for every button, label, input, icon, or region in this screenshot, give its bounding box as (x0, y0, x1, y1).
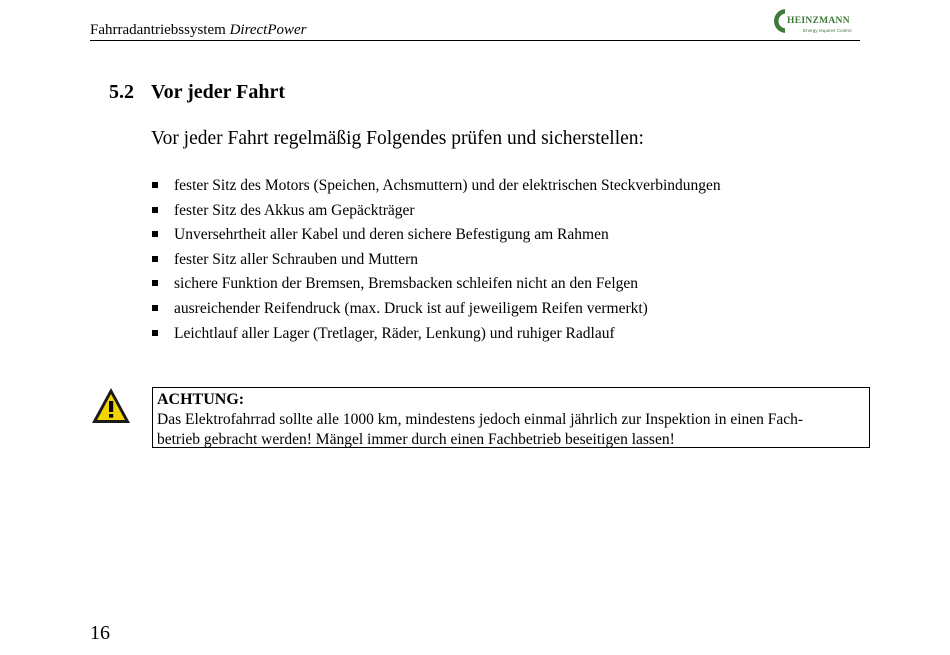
checklist-item-text: Leichtlauf aller Lager (Tretlager, Räder, Lenkung) und ruhiger Radlauf (174, 324, 615, 342)
bullet-icon (152, 207, 158, 213)
notice-line-1: Das Elektrofahrrad sollte alle 1000 km, mindestens jedoch einmal jährlich zur Inspektion in einen Fach- (157, 411, 804, 428)
checklist-item-text: Unversehrtheit aller Kabel und deren sichere Befestigung am Rahmen (174, 226, 609, 244)
checklist-item (151, 201, 721, 226)
section-heading (109, 81, 285, 104)
bullet-icon (152, 330, 158, 336)
section-title: Vor jeder Fahrt (151, 81, 286, 103)
warning-notice-box (152, 387, 870, 448)
bullet-icon (152, 256, 158, 262)
checklist-item (151, 299, 721, 324)
notice-line-2: betrieb gebracht werden! Mängel immer durch einen Fachbetrieb beseitigen lassen! (157, 431, 675, 448)
checklist-item (151, 324, 721, 349)
checklist-item (151, 225, 721, 250)
checklist-item-text: ausreichender Reifendruck (max. Druck ist auf jeweiligem Reifen vermerkt) (174, 299, 648, 317)
header-title-plain: Fahrradantriebssystem (90, 22, 230, 38)
section-number: 5.2 (109, 81, 134, 103)
checklist-item-text: fester Sitz des Akkus am Gepäckträger (174, 201, 415, 219)
logo-name: HEINZMANN (787, 16, 850, 26)
bullet-icon (152, 280, 158, 286)
notice-title: ACHTUNG: (157, 391, 245, 408)
checklist-item-text: sichere Funktion der Bremsen, Bremsbacken schleifen nicht an den Felgen (174, 275, 639, 293)
header-title-italic: DirectPower (229, 22, 307, 38)
checklist-item (151, 250, 721, 275)
checklist-item-text: fester Sitz des Motors (Speichen, Achsmuttern) und der elektrischen Steckverbindungen (174, 177, 721, 194)
checklist-item (151, 176, 721, 201)
header-title (90, 22, 307, 39)
heinzmann-logo (773, 4, 863, 38)
checklist-item-text: fester Sitz aller Schrauben und Muttern (174, 250, 419, 268)
page-header (90, 4, 860, 41)
bullet-icon (152, 182, 158, 188)
logo-tagline: Energy requires Control (803, 28, 852, 33)
page-number: 16 (90, 622, 110, 644)
warning-triangle-icon (90, 386, 132, 426)
checklist-item (151, 274, 721, 299)
checklist (151, 176, 721, 348)
intro-text: Vor jeder Fahrt regelmäßig Folgendes prüfen und sicherstellen: (151, 128, 644, 149)
bullet-icon (152, 231, 158, 237)
bullet-icon (152, 305, 158, 311)
